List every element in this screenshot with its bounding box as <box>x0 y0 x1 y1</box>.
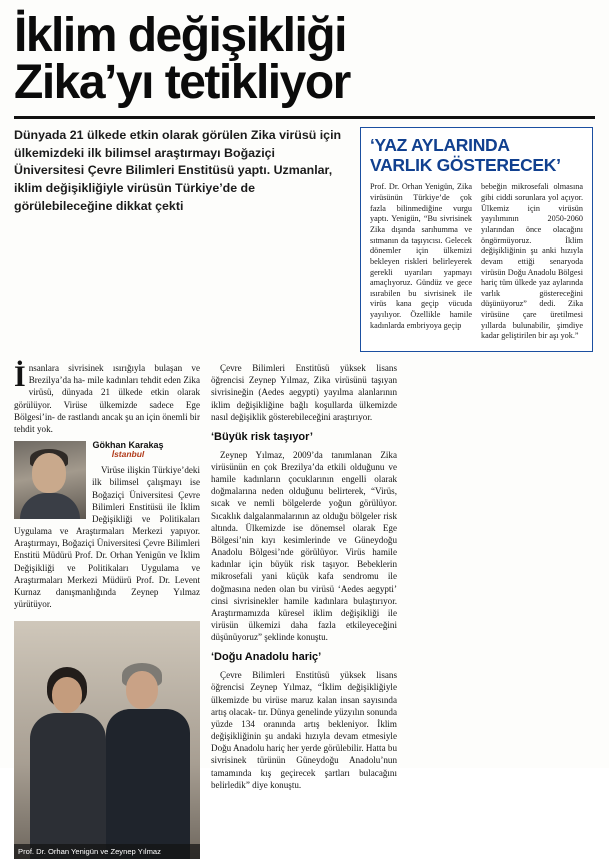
main-photo-person-2-head <box>126 671 158 709</box>
sidebar-box-title <box>370 136 583 175</box>
article-body <box>14 362 595 859</box>
deck-row <box>14 127 595 352</box>
main-photo-person-2-body <box>106 709 190 859</box>
author-name: Gökhan Karakaş <box>92 440 164 451</box>
article-deck: Dünyada 21 ülkede etkin olarak görülen Zika virüsü için ülkemizdeki ilk bilimsel araştırmayı Boğaziçi Üniversitesi Çevre Bilimleri Enstitüsü yaptı. Uzmanlar, iklim değişikliğiyle virüsün Türkiye’de de görülebileceğine dikkat çekti <box>14 128 342 213</box>
column-2-paragraph: Zeynep Yılmaz, 2009’da tanımlanan Zika virüsünün en çok Brezilya’da etkili olduğunu ve hamile kadınların çocuklarının engelli olarak doğmalarına neden olduğunu belirterek, “Virüs, sıcak ve nemli bölgelerde yoğun görülüyor. Sıcaklık dalgalanmalarının az olduğu bölgeler risk altında. Ülkemizde ise dönemsel olarak Ege Bölgesi’nin kıyı kesimlerinde ve Güneydoğu Anadolu Bölgesi’nde görülüyor. Virüs hamile kadınlar için büyük risk taşıyor. Bebeklerin mikrosefali yani küçük kafa sendromu ile doğmasına neden olan bu virüsü ‘Aedes aegypti’ cinsi sivrisinekler hamile kadınlara bulaştırıyor. Araştırmamızda küresel iklim değişikliği ile virüsün ülkemizi daha fazla etkileyeceğini düşünüyoruz” şeklinde konuştu. <box>211 449 397 643</box>
sidebar-box-text <box>370 182 583 342</box>
column-2-subheading-2: ‘Doğu Anadolu hariç’ <box>211 651 322 664</box>
main-photo-person-1-head <box>52 677 82 713</box>
headline-line-1: İklim değişikliği <box>14 9 346 62</box>
column-2-paragraph: Çevre Bilimleri Enstitüsü yüksek lisans öğrencisi Zeynep Yılmaz, “İklim değişikliğiyle ülkemizde bu virüse maruz kalan insan sayısında artış olacak- tır. Dünya genelinde yüzyılın sonunda yüzde 134 oranında artış bekleniyor. İklim değişikliğinin şu andaki hızıyla devam etmesiyle Doğu Anadolu hariç her yerde görülebilir. Hatta bu sivrisinek türünün Güneydoğu Anadolu’nun tamamında kış geçirecek şartları bulacağını belirledik” diye konuştu. <box>211 670 397 790</box>
column-1-paragraph: Virüse ilişkin Türkiye’deki ilk bilimsel çalışmayı ise Boğaziçi Üniversitesi Çevre Bilimleri Enstitüsü ile İklim Değişikliği ve Politikaları Uygulama ve Araştırmaları Merkezi yapıyor. Araştırmayı, Boğaziçi Üniversitesi Çevre Bilimleri Enstitü Müdürü Prof. Dr. Orhan Yenigün ve İklim Değişikliği ve Politikaları Uygulama ve Araştırmaları Merkezi Müdürü Prof. Dr. Levent Kurnaz danışmanlığında Zeynep Yılmaz yürütüyor. <box>14 465 200 610</box>
article-column-1 <box>14 362 200 859</box>
headline-divider <box>14 116 595 119</box>
main-photo-caption: Prof. Dr. Orhan Yenigün ve Zeynep Yılmaz <box>14 844 200 859</box>
main-photo <box>14 621 200 859</box>
sidebar-box-paragraph: bebeğin mikrosefali olmasına gibi ciddi sorunlara yol açıyor. Ülkemiz için virüsün yayılımının 2050-2060 yılarından önce olacağını öngörmüyoruz. İklim değişikliğinin şu anki hızıyla devam ettiği senaryoda virüsün Doğu Anadolu Bölgesi hariç tüm ülkede yaz aylarında varlık göstereceğini düşünüyoruz” dedi. Zika virüsüne çare üretilmesi yıllarda bulunabilir, şimdiye kadar geliştirilen bir aşı yok.” <box>481 182 583 341</box>
column-2-subheading-1: ‘Büyük risk taşıyor’ <box>211 430 313 443</box>
author-photo-body <box>20 493 80 519</box>
main-photo-person-1-body <box>30 713 106 859</box>
page-title <box>14 9 595 110</box>
column-1-paragraph: İnsanlara sivrisinek ısırığıyla bulaşan ve Brezilya’da ha- mile kadınları tehdit eden Zika virüsü, dünyada 21 ülkede etkin olarak görülüyor. Virüse ülkemizde sadece Ege Bölgesi’in- de rastlandı ancak şu an için önemli bir tehdit yok. <box>14 360 200 434</box>
sidebar-box-paragraph: Prof. Dr. Orhan Yenigün, Zika virüsünün Türkiye’de çok fazla bilinmediğine vurgu yaptı. Yenigün, “Bu sivrisinek Zika dışında sarıhumma ve sıtmanın da taşıyıcısı. Gelecek dönemler için ülkemizi bekleyen riskleri belirleyerek gerekli uyarıları yapmayı amaçlıyoruz. Gündüz ve gece ısırabilen bu sivrisinek ile virüs kana geçip vücuda yayılıyor. Özellikle hamile kadınlarda embriyoya geçip <box>370 182 472 330</box>
author-byline <box>92 440 164 460</box>
headline-line-2: Zika’yı tetikliyor <box>14 56 350 110</box>
author-photo-face <box>32 453 66 493</box>
article-column-2 <box>211 362 397 796</box>
author-city: İstanbul <box>111 449 145 460</box>
sidebar-box <box>360 127 593 352</box>
sidebar-box-title-line-1: ‘YAZ AYLARINDA <box>370 135 510 156</box>
sidebar-box-title-line-2: VARLIK GÖSTERECEK’ <box>370 154 561 175</box>
author-photo <box>14 441 86 519</box>
column-2-paragraph: Çevre Bilimleri Enstitüsü yüksek lisans öğrencisi Zeynep Yılmaz, Zika virüsünü taşıyan sivrisineğin (Aedes aegypti) yayılma alanlarının iklim değişikliğine bağlı koşullarda ülkemizde nasıl değişiklik gösterebileceğini araştırıyor. <box>211 363 397 422</box>
